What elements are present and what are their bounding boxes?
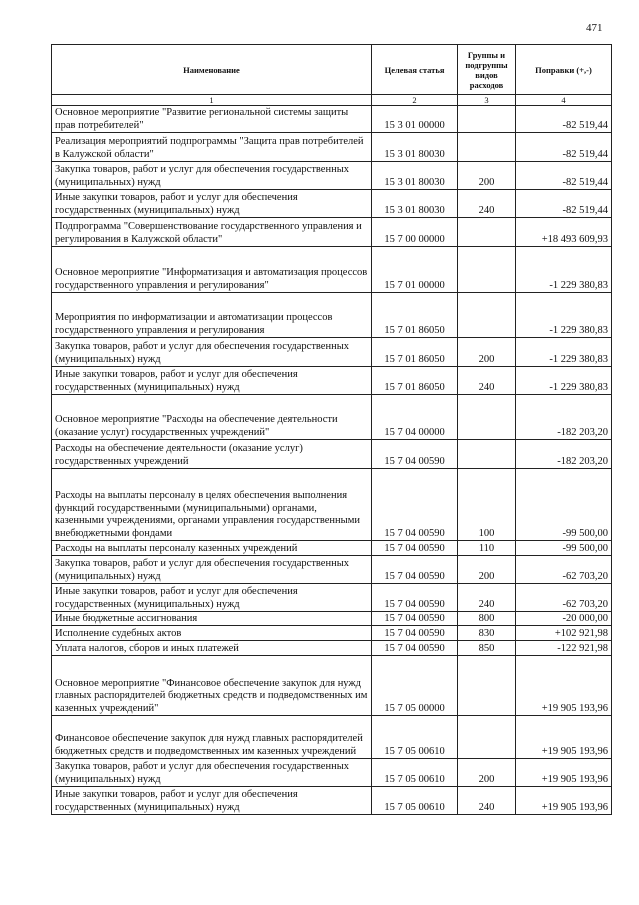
- row-group: 240: [458, 787, 516, 815]
- table-row: [52, 541, 612, 556]
- row-name: Основное мероприятие "Финансовое обеспечение закупок для нужд главных распорядителей бюджетных средств и подведомственных им казенных учреждений": [52, 656, 372, 716]
- row-name: Основное мероприятие "Информатизация и автоматизация процессов государственного управления и регулирования": [52, 247, 372, 293]
- budget-table: [51, 44, 612, 815]
- row-amount: -99 500,00: [516, 541, 612, 556]
- row-code: 15 7 01 86050: [372, 338, 458, 367]
- row-code: 15 7 04 00590: [372, 556, 458, 584]
- row-group: [458, 106, 516, 133]
- row-group: [458, 716, 516, 759]
- row-group: [458, 133, 516, 162]
- row-name: Закупка товаров, работ и услуг для обеспечения государственных (муниципальных) нужд: [52, 556, 372, 584]
- table-row: [52, 247, 612, 293]
- row-name: Закупка товаров, работ и услуг для обеспечения государственных (муниципальных) нужд: [52, 338, 372, 367]
- table-row: [52, 626, 612, 641]
- row-code: 15 7 01 86050: [372, 293, 458, 338]
- table-row: [52, 133, 612, 162]
- row-name: Подпрограмма "Совершенствование государственного управления и регулирования в Калужской области": [52, 218, 372, 247]
- table-row: [52, 106, 612, 133]
- row-code: 15 7 00 00000: [372, 218, 458, 247]
- row-name: Расходы на обеспечение деятельности (оказание услуг) государственных учреждений: [52, 440, 372, 469]
- row-code: 15 3 01 80030: [372, 133, 458, 162]
- table-row: [52, 293, 612, 338]
- row-amount: +19 905 193,96: [516, 656, 612, 716]
- table-row: [52, 190, 612, 218]
- row-code: 15 3 01 00000: [372, 106, 458, 133]
- row-name: Иные бюджетные ассигнования: [52, 612, 372, 626]
- row-amount: -62 703,20: [516, 556, 612, 584]
- header-code: Целевая статья: [372, 45, 458, 95]
- row-code: 15 7 04 00590: [372, 440, 458, 469]
- row-code: 15 7 05 00000: [372, 656, 458, 716]
- row-code: 15 7 01 86050: [372, 367, 458, 395]
- row-name: Иные закупки товаров, работ и услуг для обеспечения государственных (муниципальных) нужд: [52, 584, 372, 612]
- row-amount: +18 493 609,93: [516, 218, 612, 247]
- row-code: 15 7 04 00590: [372, 469, 458, 541]
- row-code: 15 7 04 00000: [372, 395, 458, 440]
- row-amount: -182 203,20: [516, 395, 612, 440]
- table-row: [52, 218, 612, 247]
- row-name: Уплата налогов, сборов и иных платежей: [52, 641, 372, 656]
- table-row: [52, 584, 612, 612]
- row-code: 15 7 01 00000: [372, 247, 458, 293]
- header-num-1: 1: [52, 95, 372, 106]
- table-row: [52, 759, 612, 787]
- table-row: [52, 367, 612, 395]
- row-amount: -182 203,20: [516, 440, 612, 469]
- row-name: Исполнение судебных актов: [52, 626, 372, 641]
- row-amount: -1 229 380,83: [516, 338, 612, 367]
- row-code: 15 7 05 00610: [372, 716, 458, 759]
- row-amount: -1 229 380,83: [516, 293, 612, 338]
- table-row: [52, 612, 612, 626]
- row-amount: -82 519,44: [516, 190, 612, 218]
- header-amount: Поправки (+,-): [516, 45, 612, 95]
- table-row: [52, 395, 612, 440]
- row-group: 850: [458, 641, 516, 656]
- row-code: 15 7 05 00610: [372, 787, 458, 815]
- row-amount: -99 500,00: [516, 469, 612, 541]
- row-group: [458, 395, 516, 440]
- table-row: [52, 162, 612, 190]
- row-amount: +19 905 193,96: [516, 787, 612, 815]
- row-group: 830: [458, 626, 516, 641]
- table-row: [52, 469, 612, 541]
- row-group: 240: [458, 367, 516, 395]
- row-group: [458, 440, 516, 469]
- row-name: Расходы на выплаты персоналу в целях обеспечения выполнения функций государственными (муниципальными) органами, казенными учреждениями, органами управления государственными внебюджетными фондами: [52, 469, 372, 541]
- row-group: [458, 218, 516, 247]
- row-code: 15 7 04 00590: [372, 612, 458, 626]
- row-code: 15 7 04 00590: [372, 626, 458, 641]
- header-num-3: 3: [458, 95, 516, 106]
- row-amount: -1 229 380,83: [516, 367, 612, 395]
- row-amount: +102 921,98: [516, 626, 612, 641]
- table-row: [52, 787, 612, 815]
- row-group: 200: [458, 338, 516, 367]
- row-group: [458, 293, 516, 338]
- table-row: [52, 656, 612, 716]
- header-name: Наименование: [52, 45, 372, 95]
- page-number: 471: [586, 22, 603, 34]
- table-row: [52, 716, 612, 759]
- row-amount: -82 519,44: [516, 133, 612, 162]
- row-name: Основное мероприятие "Расходы на обеспечение деятельности (оказание услуг) государственных учреждений": [52, 395, 372, 440]
- row-group: 200: [458, 556, 516, 584]
- row-name: Закупка товаров, работ и услуг для обеспечения государственных (муниципальных) нужд: [52, 759, 372, 787]
- row-amount: +19 905 193,96: [516, 759, 612, 787]
- row-name: Иные закупки товаров, работ и услуг для обеспечения государственных (муниципальных) нужд: [52, 367, 372, 395]
- row-group: 800: [458, 612, 516, 626]
- row-code: 15 7 04 00590: [372, 641, 458, 656]
- row-name: Финансовое обеспечение закупок для нужд главных распорядителей бюджетных средств и подведомственных им казенных учреждений: [52, 716, 372, 759]
- row-name: Закупка товаров, работ и услуг для обеспечения государственных (муниципальных) нужд: [52, 162, 372, 190]
- header-num-2: 2: [372, 95, 458, 106]
- row-name: Иные закупки товаров, работ и услуг для обеспечения государственных (муниципальных) нужд: [52, 190, 372, 218]
- row-name: Реализация мероприятий подпрограммы "Защита прав потребителей в Калужской области": [52, 133, 372, 162]
- table-row: [52, 641, 612, 656]
- row-amount: +19 905 193,96: [516, 716, 612, 759]
- table-row: [52, 338, 612, 367]
- row-name: Иные закупки товаров, работ и услуг для обеспечения государственных (муниципальных) нужд: [52, 787, 372, 815]
- row-amount: -20 000,00: [516, 612, 612, 626]
- row-group: 200: [458, 162, 516, 190]
- row-group: 240: [458, 190, 516, 218]
- row-amount: -82 519,44: [516, 162, 612, 190]
- row-amount: -62 703,20: [516, 584, 612, 612]
- header-num-4: 4: [516, 95, 612, 106]
- row-group: 200: [458, 759, 516, 787]
- table-row: [52, 440, 612, 469]
- row-group: 240: [458, 584, 516, 612]
- row-name: Расходы на выплаты персоналу казенных учреждений: [52, 541, 372, 556]
- row-group: [458, 656, 516, 716]
- row-code: 15 7 04 00590: [372, 541, 458, 556]
- row-code: 15 3 01 80030: [372, 162, 458, 190]
- row-code: 15 7 05 00610: [372, 759, 458, 787]
- row-amount: -122 921,98: [516, 641, 612, 656]
- row-name: Основное мероприятие "Развитие региональной системы защиты прав потребителей": [52, 106, 372, 133]
- row-group: 110: [458, 541, 516, 556]
- row-code: 15 3 01 80030: [372, 190, 458, 218]
- row-amount: -82 519,44: [516, 106, 612, 133]
- header-group: Группы и подгруппы видов расходов: [458, 45, 516, 95]
- row-code: 15 7 04 00590: [372, 584, 458, 612]
- row-amount: -1 229 380,83: [516, 247, 612, 293]
- table-row: [52, 556, 612, 584]
- row-name: Мероприятия по информатизации и автоматизации процессов государственного управления и регулирования: [52, 293, 372, 338]
- row-group: 100: [458, 469, 516, 541]
- row-group: [458, 247, 516, 293]
